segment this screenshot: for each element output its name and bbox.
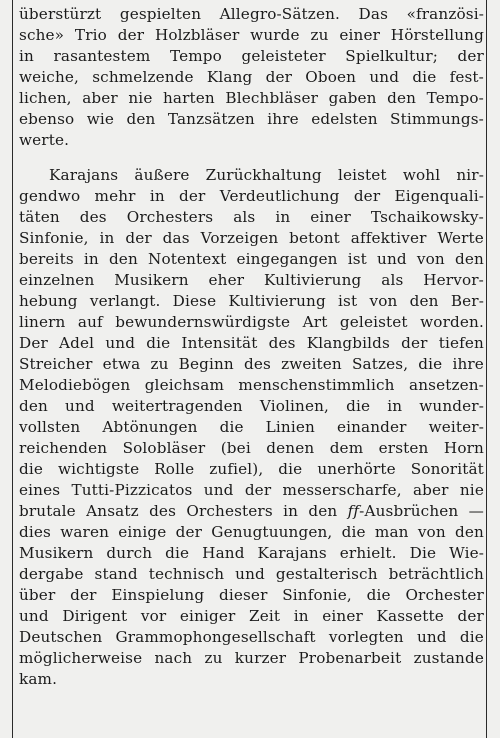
paragraph-gap [19, 151, 484, 165]
text-line: einzelnen Musikern eher Kultivierung als Hervor- [19, 271, 484, 289]
text-line: überstürzt gespielten Allegro-Sätzen. Das «französi- [19, 5, 484, 23]
paragraph [19, 165, 484, 690]
text-line: eines Tutti-Pizzicatos und der messerscharfe, aber nie [19, 481, 484, 499]
text-line: und Dirigent vor einiger Zeit in einer Kassette der [19, 607, 484, 625]
text-line: täten des Orchesters als in einer Tschaikowsky- [19, 208, 484, 226]
text-column [19, 4, 484, 690]
text-line: die wichtigste Rolle zufiel), die unerhörte Sonorität [19, 460, 484, 478]
text-line: Sinfonie, in der das Vorzeigen betont affektiver Werte [19, 229, 484, 247]
text-line: sche» Trio der Holzbläser wurde zu einer Hörstellung [19, 26, 484, 44]
text-line: Streicher etwa zu Beginn des zweiten Satzes, die ihre [19, 355, 484, 373]
paragraph [19, 4, 484, 151]
text-line: Musikern durch die Hand Karajans erhielt. Die Wie- [19, 544, 484, 562]
text-line: in rasantestem Tempo geleisteter Spielkultur; der [19, 47, 484, 65]
text-line: kam. [19, 670, 58, 688]
text-line: linern auf bewundernswürdigste Art geleistet worden. [19, 313, 484, 331]
text-line: brutale Ansatz des Orchesters in den ff-Ausbrüchen — [19, 502, 484, 520]
text-line: bereits in den Notentext eingegangen ist und von den [19, 250, 484, 268]
text-line: lichen, aber nie harten Blechbläser gaben den Tempo- [19, 89, 484, 107]
text-line: gendwo mehr in der Verdeutlichung der Eigenquali- [19, 187, 484, 205]
text-line: Deutschen Grammophongesellschaft vorlegten und die [19, 628, 484, 646]
text-line: werte. [19, 131, 70, 149]
text-line: ebenso wie den Tanzsätzen ihre edelsten Stimmungs- [19, 110, 484, 128]
text-line: Der Adel und die Intensität des Klangbilds der tiefen [19, 334, 484, 352]
text-line: den und weitertragenden Violinen, die in wunder- [19, 397, 484, 415]
text-line: dergabe stand technisch und gestalterisch beträchtlich [19, 565, 484, 583]
text-line: vollsten Abtönungen die Linien einander weiter- [19, 418, 484, 436]
text-line: hebung verlangt. Diese Kultivierung ist von den Ber- [19, 292, 484, 310]
text-line: dies waren einige der Genugtuungen, die man von den [19, 523, 484, 541]
text-line: über der Einspielung dieser Sinfonie, die Orchester [19, 586, 484, 604]
text-line: möglicherweise nach zu kurzer Probenarbeit zustande [19, 649, 484, 667]
left-column-rule [12, 0, 13, 738]
text-line: Melodiebögen gleichsam menschenstimmlich ansetzen- [19, 376, 484, 394]
text-line: Karajans äußere Zurückhaltung leistet wohl nir- [49, 166, 484, 184]
right-column-rule [486, 0, 487, 738]
text-line: reichenden Solobläser (bei denen dem ersten Horn [19, 439, 484, 457]
text-line: weiche, schmelzende Klang der Oboen und die fest- [19, 68, 484, 86]
